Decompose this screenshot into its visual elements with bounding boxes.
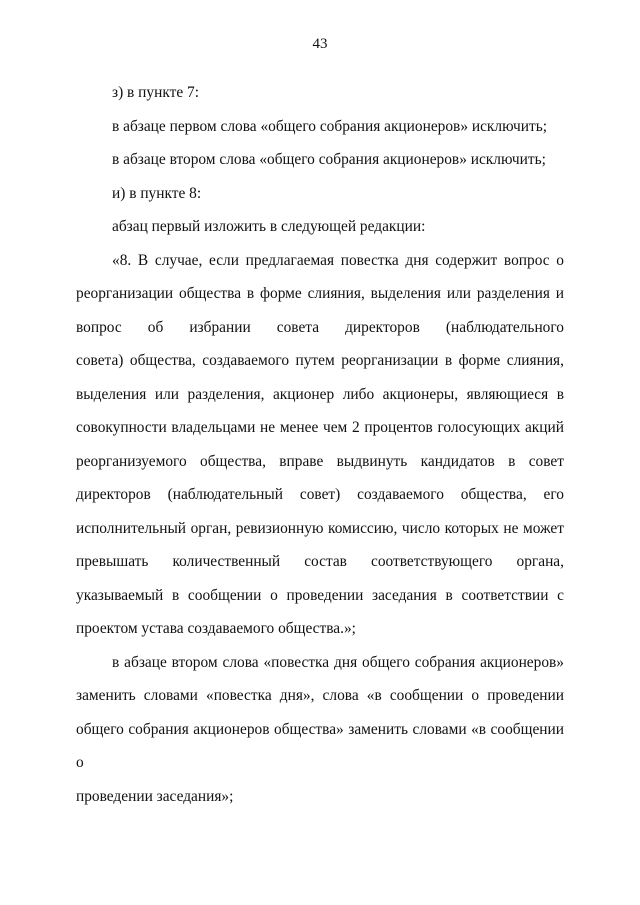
quote-line: реорганизуемого общества, вправе выдвинуть кандидатов в совет: [76, 452, 564, 470]
paragraph-new-edition: абзац первый изложить в следующей редакции:: [112, 218, 426, 235]
quote-line: вопрос об избрании совета директоров (наблюдательного: [76, 318, 564, 336]
paragraph-item-z: з) в пункте 7:: [112, 84, 199, 101]
paragraph-second-abzac: в абзаце втором слова «общего собрания акционеров» исключить;: [112, 151, 546, 168]
quote-line: совокупности владельцами не менее чем 2 процентов голосующих акций: [76, 419, 564, 436]
final-line: заменить словами «повестка дня», слова «в сообщении о проведении: [76, 687, 564, 704]
quote-line: указываемый в сообщении о проведении заседания в соответствии с: [76, 586, 564, 604]
quote-line: реорганизации общества в форме слияния, выделения или разделения и: [76, 285, 564, 302]
final-paragraph: [76, 646, 564, 814]
page-number: 43: [312, 36, 328, 52]
paragraph-first-abzac: в абзаце первом слова «общего собрания акционеров» исключить;: [112, 117, 548, 135]
paragraph-item-i: и) в пункте 8:: [112, 184, 202, 202]
quote-line: превышать количественный состав соответствующего органа,: [76, 553, 564, 570]
quote-line: проектом устава создаваемого общества.»;: [76, 620, 356, 637]
quote-line: «8. В случае, если предлагаемая повестка дня содержит вопрос о: [112, 251, 564, 269]
quote-line: совета) общества, создаваемого путем реорганизации в форме слияния,: [76, 352, 564, 369]
quote-line: директоров (наблюдательный совет) создаваемого общества, его: [76, 486, 564, 503]
document-body: [76, 76, 564, 813]
quote-line: исполнительный орган, ревизионную комиссию, число которых не может: [76, 519, 564, 537]
final-line: в абзаце втором слова «повестка дня общего собрания акционеров»: [112, 653, 564, 671]
quote-line: выделения или разделения, акционер либо акционеры, являющиеся в: [76, 385, 564, 403]
final-line: проведении заседания»;: [76, 787, 234, 805]
quoted-paragraph-8: [76, 244, 564, 646]
final-line: общего собрания акционеров общества» заменить словами «в сообщении о: [76, 720, 564, 771]
